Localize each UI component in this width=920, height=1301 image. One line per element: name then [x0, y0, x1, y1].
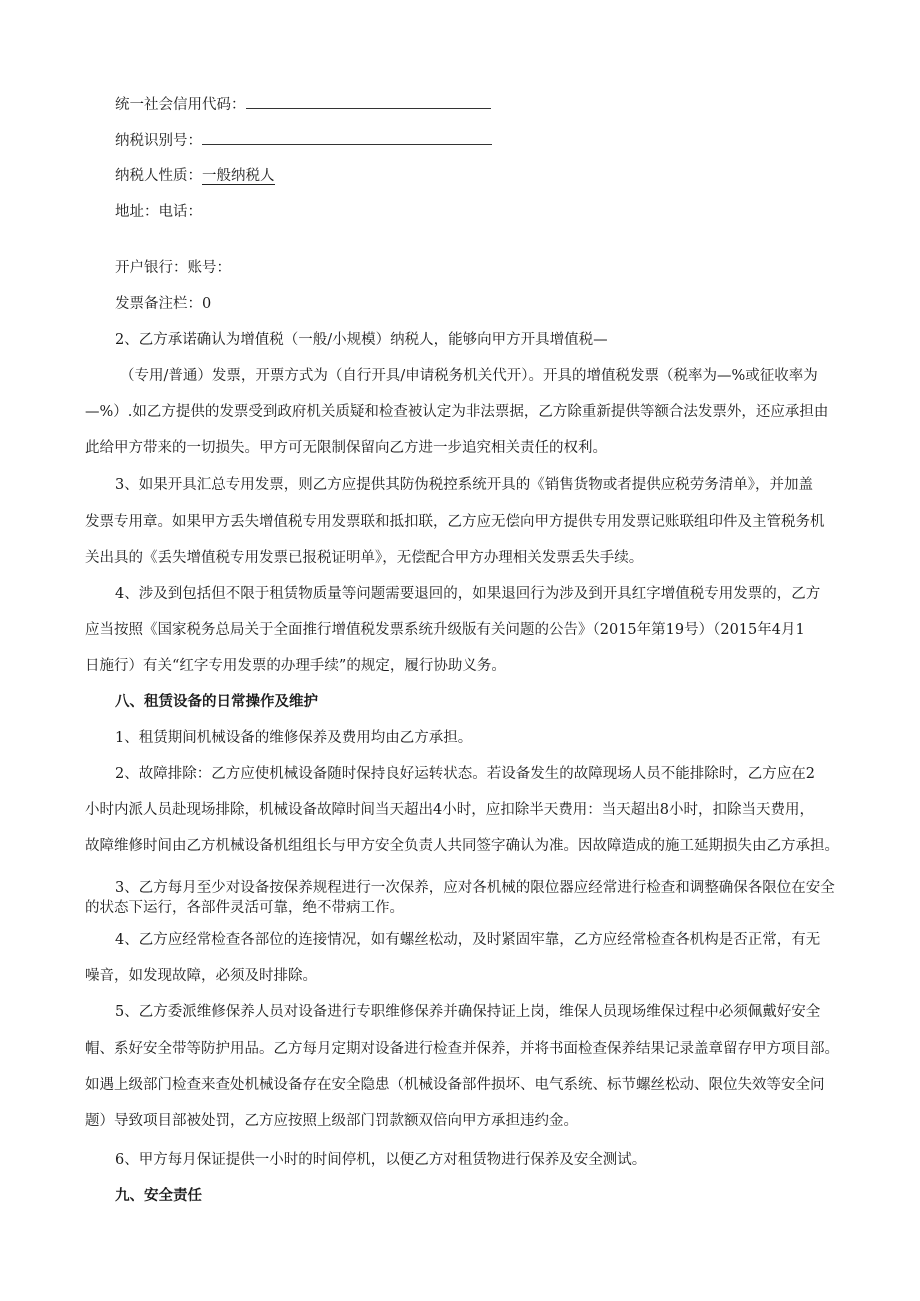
tax-id-label: 纳税识别号： — [115, 133, 202, 149]
clause3-line: 发票专用章。如果甲方丢失增值税专用发票联和抵扣联，乙方应无偿向甲方提供专用发票记账联组印件及主管税务机 — [85, 514, 825, 530]
bank-row: 开户银行：账号： — [115, 260, 231, 276]
clause4-line: 应当按照《国家税务总局关于全面推行增值税发票系统升级版有关问题的公告》（2015年第19号）（2015年4月1 — [85, 622, 805, 638]
credit-code-label: 统一社会信用代码： — [115, 97, 246, 113]
section8-item5-line: 题）导致项目部被处罚，乙方应按照上级部门罚款额双倍向甲方承担违约金。 — [85, 1113, 578, 1129]
section8-item3-line: 3、乙方每月至少对设备按保养规程进行一次保养，应对各机械的限位器应经常进行检查和调整确保各限位在安全 — [115, 880, 835, 896]
invoice-note-row: 发票备注栏：0 — [115, 296, 212, 312]
section9-heading: 九、安全责任 — [115, 1187, 202, 1204]
taxpayer-type-row — [115, 166, 275, 186]
clause4-line: 4、涉及到包括但不限于租赁物质量等问题需要退回的，如果退回行为涉及到开具红字增值税专用发票的，乙方 — [115, 586, 821, 602]
address-row: 地址：电话： — [115, 204, 202, 220]
clause3-line: 3、如果开具汇总专用发票，则乙方应提供其防伪税控系统开具的《销售货物或者提供应税劳务清单》，并加盖 — [115, 477, 813, 493]
clause2-line: （专用/普通）发票，开票方式为（自行开具/申请税务机关代开）。开具的增值税发票（税率为—%或征收率为 — [120, 368, 818, 384]
section8-item2-line: 故障维修时间由乙方机械设备机组组长与甲方安全负责人共同签字确认为准。因故障造成的施工延期损失由乙方承担。 — [85, 838, 839, 854]
section8-item3-line: 的状态下运行，各部件灵活可靠，绝不带病工作。 — [85, 900, 404, 916]
clause2-line: 此给甲方带来的一切损失。甲方可无限制保留向乙方进一步追究相关责任的权利。 — [85, 440, 607, 456]
section8-item6: 6、甲方每月保证提供一小时的时间停机，以便乙方对租赁物进行保养及安全测试。 — [115, 1152, 647, 1168]
taxpayer-type-value: 一般纳税人 — [202, 168, 275, 184]
section8-item5-line: 帽、系好安全带等防护用品。乙方每月定期对设备进行检查并保养，并将书面检查保养结果记录盖章留存甲方项目部。 — [85, 1041, 839, 1057]
clause2-line: 2、乙方承诺确认为增值税（一般/小规模）纳税人，能够向甲方开具增值税— — [115, 332, 608, 348]
section8-heading: 八、租赁设备的日常操作及维护 — [115, 693, 318, 710]
clause2-line: —%）.如乙方提供的发票受到政府机关质疑和检查被认定为非法票据，乙方除重新提供等额合法发票外，还应承担由 — [85, 404, 829, 420]
clause3-line: 关出具的《丢失增值税专用发票已报税证明单》，无偿配合甲方办理相关发票丢失手续。 — [85, 550, 644, 566]
section8-item2-line: 小时内派人员赴现场排除，机械设备故障时间当天超出4小时，应扣除半天费用：当天超出8小时，扣除当天费用， — [85, 802, 814, 818]
section8-item5-line: 5、乙方委派维修保养人员对设备进行专职维修保养并确保持证上岗，维保人员现场维保过程中必须佩戴好安全 — [115, 1004, 821, 1020]
section8-item1: 1、租赁期间机械设备的维修保养及费用均由乙方承担。 — [115, 730, 473, 746]
credit-code-blank — [246, 94, 491, 109]
section8-item4-line: 4、乙方应经常检查各部位的连接情况，如有螺丝松动，及时紧固牢靠，乙方应经常检查各机构是否正常，有无 — [115, 932, 821, 948]
tax-id-blank — [202, 130, 492, 145]
taxpayer-type-label: 纳税人性质： — [115, 168, 202, 184]
section8-item2-line: 2、故障排除：乙方应使机械设备随时保持良好运转状态。若设备发生的故障现场人员不能排除时，乙方应在2 — [115, 766, 815, 782]
credit-code-row — [115, 94, 491, 115]
clause4-line: 日施行）有关“红字专用发票的办理手续”的规定，履行协助义务。 — [85, 658, 506, 674]
tax-id-row — [115, 130, 492, 151]
section8-item4-line: 噪音，如发现故障，必须及时排除。 — [85, 968, 317, 984]
section8-item5-line: 如遇上级部门检查来查处机械设备存在安全隐患（机械设备部件损坏、电气系统、标节螺丝松动、限位失效等安全问 — [85, 1077, 825, 1093]
